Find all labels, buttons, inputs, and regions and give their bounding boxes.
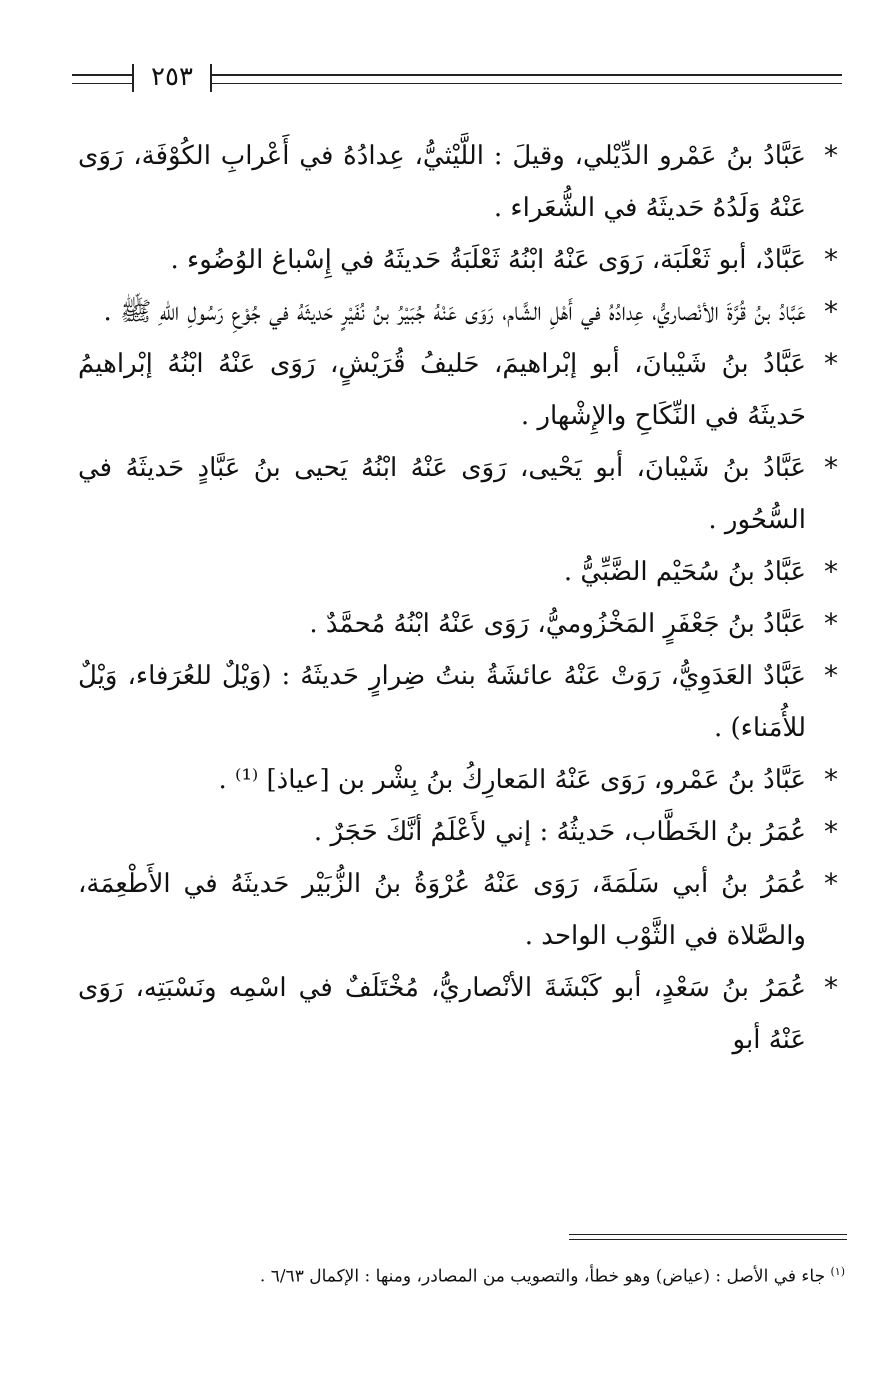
entry-item (78, 962, 846, 1066)
bullet-star-icon: * (824, 555, 838, 588)
entry-text: عَبَّادُ بنُ شَيْبانَ، أبو إبْراهيمَ، حَليفُ قُرَيْشٍ، رَوَى عَنْهُ ابْنُهُ إبْراهيمُ حَديثَهُ في النِّكَاحِ والإِشْهار . (78, 349, 806, 431)
page-header (72, 58, 842, 98)
bullet-star-icon: * (824, 763, 838, 796)
entry-item (78, 858, 846, 962)
entry-item (78, 650, 846, 754)
header-separator (132, 64, 134, 92)
entry-text: عَبَّادُ بنُ قُرَّةَ الأنْصاريُّ، عِدادُهُ في أَهْلِ الشَّام، رَوَى عَنْهُ جُبَيْرُ بنُ نُفَيْرٍ حَديثَهُ في جُوْعِ رَسُولِ اللهِ ﷺ . (103, 297, 806, 327)
bullet-star-icon: * (824, 971, 838, 1004)
bullet-star-icon: * (824, 139, 838, 172)
entry-item (78, 338, 846, 442)
entry-text: عَبَّادُ بنُ سُحَيْم الضَّبِّيُّ . (563, 557, 806, 587)
bullet-star-icon: * (824, 347, 838, 380)
entry-item (78, 754, 846, 806)
entry-text: عُمَرُ بنُ الخَطَّاب، حَديثُهُ : إني لأَعْلَمُ أنَّكَ حَجَرٌ . (313, 817, 806, 847)
entry-item (78, 806, 846, 858)
footnote (85, 1258, 845, 1291)
header-rule-left (72, 74, 132, 84)
bullet-star-icon: * (824, 815, 838, 848)
entry-text: عُمَرُ بنُ سَعْدٍ، أبو كَبْشَةَ الأنْصاريُّ، مُخْتَلَفٌ في اسْمِه ونَسْبَتِه، رَوَى عَنْهُ أبو (78, 973, 806, 1055)
entry-text: عَبَّادُ بنُ جَعْفَرٍ المَخْزُوميُّ، رَوَى عَنْهُ ابْنُهُ مُحمَّدٌ . (309, 609, 806, 639)
entry-text: عَبَّادٌ، أبو ثَعْلَبَة، رَوَى عَنْهُ ابْنُهُ ثَعْلَبَةُ حَديثَهُ في إِسْباغ الوُضُوء . (170, 245, 806, 275)
page-number: ٢٥٣ (151, 62, 193, 92)
bullet-star-icon: * (824, 295, 838, 328)
entry-item (78, 442, 846, 546)
bullet-star-icon: * (824, 867, 838, 900)
bullet-star-icon: * (824, 659, 838, 692)
entry-text: عُمَرُ بنُ أبي سَلَمَةَ، رَوَى عَنْهُ عُرْوَةُ بنُ الزُّبَيْر حَديثَهُ في الأَطْعِمَة، والصَّلاة في الثَّوْب الواحد . (78, 869, 806, 951)
bullet-star-icon: * (824, 451, 838, 484)
entry-text: عَبَّادُ بنُ عَمْرو الدِّيْلي، وقيلَ : اللَّيْثيُّ، عِدادُهُ في أَعْرابِ الكُوْفَة، رَوَى عَنْهُ وَلَدُهُ حَديثَهُ في الشُّعَراء . (78, 141, 806, 223)
entry-text: عَبَّادٌ العَدَوِيُّ، رَوَتْ عَنْهُ عائشَةُ بنتُ ضِرارٍ حَديثَهُ : (وَيْلٌ للعُرَفاء، وَيْلٌ للأُمَناء) . (78, 661, 806, 743)
bullet-star-icon: * (824, 607, 838, 640)
header-rule-right (212, 74, 842, 84)
footnote-marker: (١) (830, 1265, 845, 1278)
entry-item (78, 546, 846, 598)
footnote-divider (569, 1234, 847, 1240)
entry-text: عَبَّادُ بنُ عَمْرو، رَوَى عَنْهُ المَعارِكُ بنُ بِشْر بن [عياذ] ⁽¹⁾ . (218, 765, 806, 795)
entry-item (78, 598, 846, 650)
entry-item (78, 130, 846, 234)
bullet-star-icon: * (824, 243, 838, 276)
entry-text: عَبَّادُ بنُ شَيْبانَ، أبو يَحْيى، رَوَى عَنْهُ ابْنُهُ يَحيى بنُ عَبَّادٍ حَديثَهُ في السُّحُور . (78, 453, 806, 535)
entry-item (78, 286, 846, 338)
entry-item (78, 234, 846, 286)
footnote-text: جاء في الأصل : (عياض) وهو خطأ، والتصويب من المصادر، ومنها : الإكمال ٦/٦٣ . (259, 1266, 826, 1287)
entries-list (78, 130, 846, 1066)
